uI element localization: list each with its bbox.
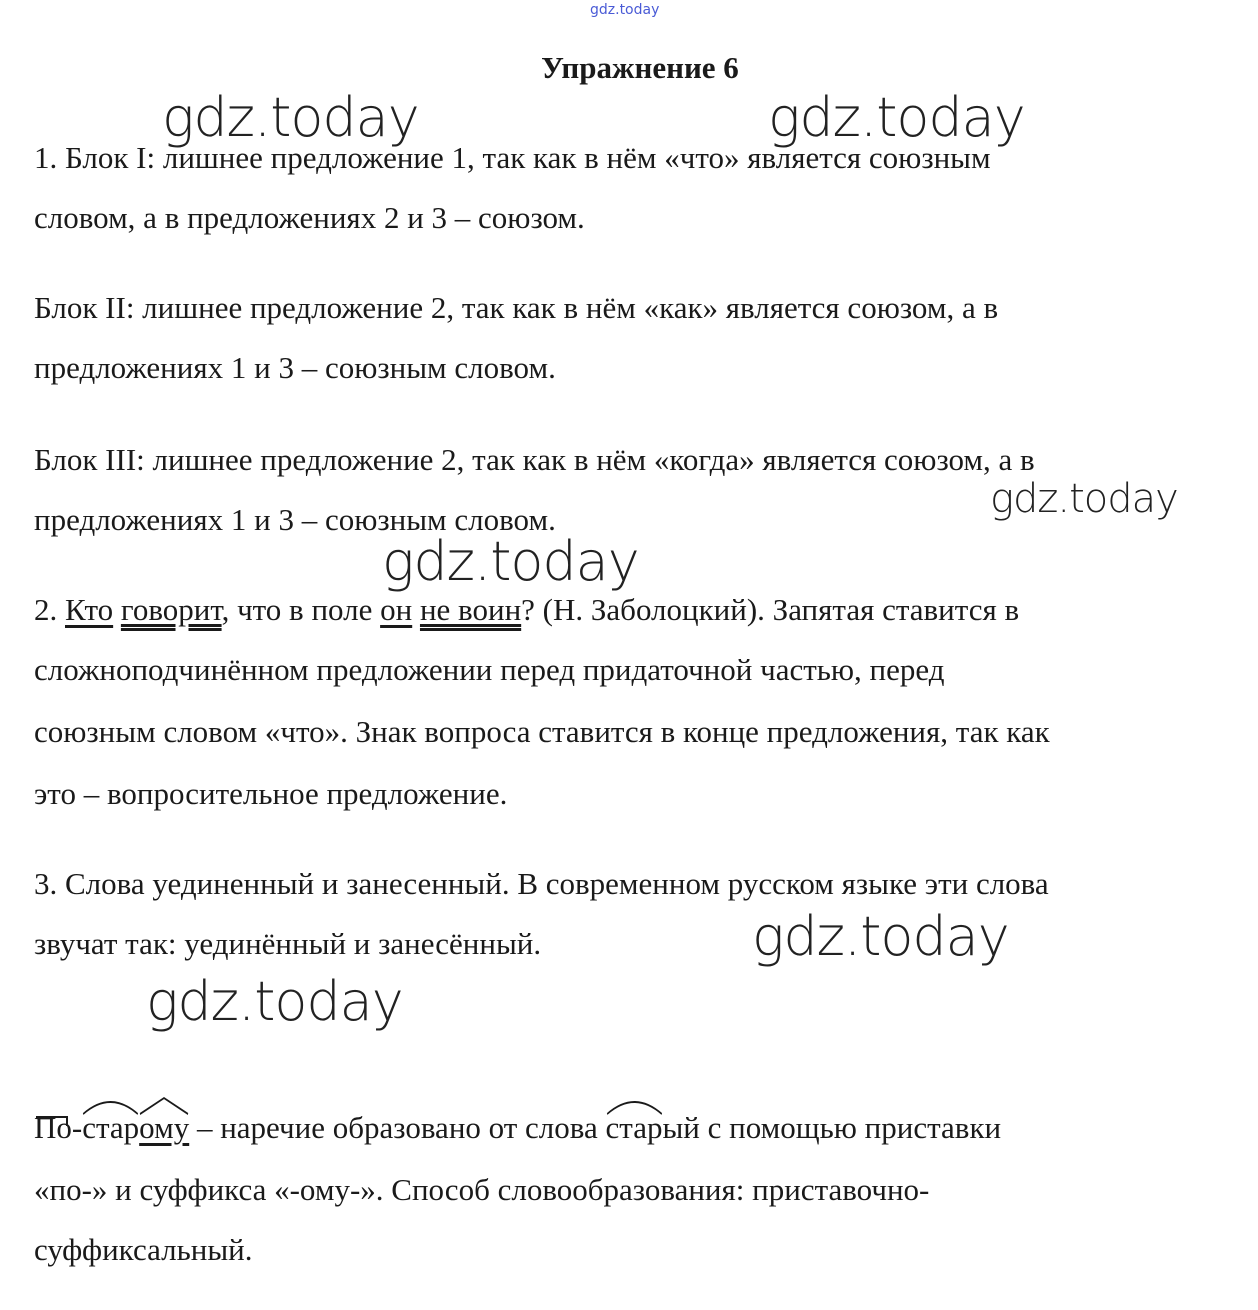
watermark: gdz.today: [382, 530, 639, 593]
subject-on: он: [380, 592, 413, 627]
predicate-govorit: говорит: [120, 592, 222, 627]
watermark: gdz.today: [146, 970, 403, 1033]
subject-kto: Кто: [65, 592, 114, 627]
morphemic-line2: «по-» и суффикса «-ому-». Способ словообразования: приставочно-: [34, 1172, 930, 1207]
page-title: Упражнение 6: [541, 50, 739, 85]
watermark: gdz.today: [162, 86, 419, 149]
sentence-analysis-line4: это – вопросительное предложение.: [34, 776, 508, 811]
morphemic-line3: суффиксальный.: [34, 1232, 253, 1267]
connector-text: , что в поле: [221, 592, 381, 627]
block1-line1: 1. Блок I: лишнее предложение 1, так как в нём «что» является союзным: [34, 140, 991, 175]
prefix-po: По: [34, 1110, 72, 1145]
spelling-line1: 3. Слова уединенный и занесенный. В современном русском языке эти слова: [34, 866, 1049, 901]
root-star-2: стар: [606, 1110, 663, 1146]
block3-line1: Блок III: лишнее предложение 2, так как в нём «когда» является союзом, а в: [34, 442, 1035, 477]
prefix-mark-icon: [36, 1116, 68, 1126]
block3-line2: предложениях 1 и 3 – союзным словом.: [34, 502, 556, 537]
root-arc-icon-2: [606, 1096, 663, 1116]
watermark: gdz.today: [990, 476, 1178, 522]
sentence-analysis-line2: сложноподчинённом предложении перед придаточной частью, перед: [34, 652, 945, 687]
morphemic-line1: По- стар ому – наречие образовано от слова старый с помощью приставки: [34, 1110, 1001, 1146]
spelling-line2: звучат так: уединённый и занесённый.: [34, 926, 542, 961]
watermark: gdz.today: [752, 905, 1009, 968]
sentence-analysis-line3: союзным словом «что». Знак вопроса ставится в конце предложения, так как: [34, 714, 1050, 749]
block2-line2: предложениях 1 и 3 – союзным словом.: [34, 350, 556, 385]
block1-line2: словом, а в предложениях 2 и 3 – союзом.: [34, 200, 585, 235]
predicate-ne-voin: не воин: [419, 592, 522, 627]
watermark: gdz.today: [768, 86, 1025, 149]
suffix-omu: ому: [139, 1110, 189, 1146]
root-arc-icon: [82, 1096, 139, 1116]
suffix-arc-icon: [139, 1096, 189, 1116]
site-tag: gdz.today: [590, 2, 660, 18]
sentence-tail: ? (Н. Заболоцкий). Запятая ставится в: [521, 592, 1020, 627]
block2-line1: Блок II: лишнее предложение 2, так как в нём «как» является союзом, а в: [34, 290, 999, 325]
item-number: 2.: [34, 592, 65, 627]
root-star: стар: [82, 1110, 139, 1146]
sentence-analysis-line1: [34, 592, 1019, 628]
